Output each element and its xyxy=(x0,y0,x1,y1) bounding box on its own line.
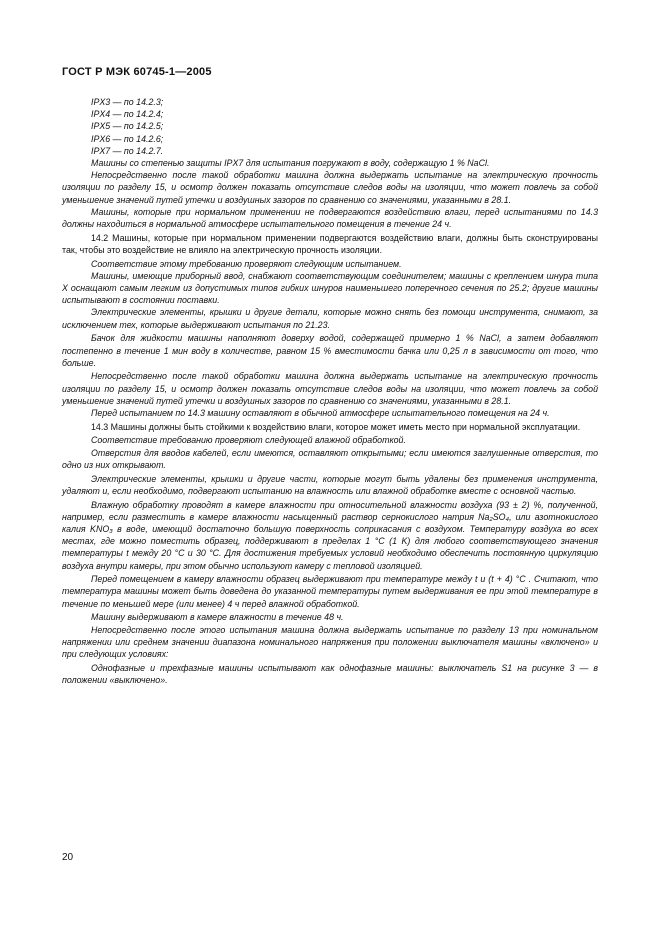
ipx-list xyxy=(62,96,598,157)
list-item: IPX4 — по 14.2.4; xyxy=(91,109,164,120)
paragraph: Электрические элементы, крышки и другие детали, которые можно снять без помощи инструмента, снимают, за исключением тех, которые выдерживают испытания по 21.23. xyxy=(62,307,598,330)
paragraph: Влажную обработку проводят в камере влажности при относительной влажности воздуха (93 ± 2) %, полученной, например, если разместить в камере влажности насыщенный раствор сернокислого натрия Na₂SO₄, или азотнокислого калия KNO₃ в воде, имеющий достаточно большую поверхность соприкасания с воздухом. Температуру воздуха во всех местах, где можно поместить образец, поддерживают в пределах 1 °C (1 K) для любого соответствующего значения температуры t между 20 °C и 30 °C. Для достижения требуемых условий необходимо обеспечить постоянную циркуляцию воздуха внутри камеры, при этом обычно используют камеру с тепловой изоляцией. xyxy=(62,499,598,571)
list-item: IPX7 — по 14.2.7. xyxy=(91,145,164,156)
paragraph: Бачок для жидкости машины наполняют доверху водой, содержащей примерно 1 % NaCl, а затем добавляют постепенно в течение 1 мин воду в количестве, равном 15 % вместимости бачка или 0,25 л в зависимости от того, что больше. xyxy=(62,333,598,368)
paragraph: Однофазные и трехфазные машины испытывают как однофазные машины: выключатель S1 на рисунке 3 — в положении «выключено». xyxy=(62,662,598,685)
section-14-2: 14.2 Машины, которые при нормальном применении подвергаются воздействию влаги, должны быть сконструированы так, чтобы это воздействие не влияло на электрическую прочность изоляции. xyxy=(62,232,598,255)
list-item: IPX3 — по 14.2.3; xyxy=(91,97,164,107)
paragraph: Непосредственно после такой обработки машина должна выдержать испытание на электрическую прочность изоляции по разделу 15, и осмотр должен показать отсутствие следов воды на изоляции, что может повлечь за собой уменьшение значений путей утечки и воздушных зазоров по сравнению со значениями, указанными в 28.1. xyxy=(62,170,598,205)
paragraph: Машину выдерживают в камере влажности в течение 48 ч. xyxy=(91,612,344,623)
document-header: ГОСТ Р МЭК 60745-1—2005 xyxy=(62,66,212,78)
section-14-3: 14.3 Машины должны быть стойкими к воздействию влаги, которое может иметь место при нормальной эксплуатации. xyxy=(91,421,581,432)
paragraph: Машины со степенью защиты IPX7 для испытания погружают в воду, содержащую 1 % NaCl. xyxy=(91,158,490,169)
list-item: IPX5 — по 14.2.5; xyxy=(91,121,164,132)
page-number: 20 xyxy=(62,852,74,863)
paragraph: Соответствие этому требованию проверяют следующим испытанием. xyxy=(91,258,402,269)
paragraph: Перед испытанием по 14.3 машину оставляют в обычной атмосфере испытательного помещения на 24 ч. xyxy=(91,408,550,419)
list-item: IPX6 — по 14.2.6; xyxy=(91,133,164,144)
document-body xyxy=(62,96,598,686)
paragraph: Перед помещением в камеру влажности образец выдерживают при температуре между t и (t + 4) °C . Считают, что температура машины может быть доведена до указанной температуры путем выдерживания ее при этой температуре в течение по меньшей мере (или менее) 4 ч перед влажной обработкой. xyxy=(62,574,598,609)
paragraph: Непосредственно после этого испытания машина должна выдержать испытание по разделу 13 при номинальном напряжении или среднем значении диапазона номинального напряжения при положении выключателя машины «включено» и при следующих условиях: xyxy=(62,624,598,659)
paragraph: Отверстия для вводов кабелей, если имеются, оставляют открытыми; если имеются заглушенные отверстия, то одно из них открывают. xyxy=(62,447,598,470)
paragraph: Непосредственно после такой обработки машина должна выдержать испытание на электрическую прочность изоляции по разделу 15, и осмотр должен показать отсутствие следов воды на изоляции, что может повлечь за собой уменьшение значений путей утечки и воздушных зазоров по сравнению со значениями, указанными в 28.1. xyxy=(62,371,598,406)
paragraph: Соответствие требованию проверяют следующей влажной обработкой. xyxy=(91,435,406,446)
paragraph: Электрические элементы, крышки и другие части, которые могут быть удалены без применения инструмента, удаляют и, если необходимо, подвергают испытанию на влажность или влажной обработке вместе с основной частью. xyxy=(62,473,598,496)
paragraph: Машины, которые при нормальном применении не подвергаются воздействию влаги, перед испытаниями по 14.3 должны находиться в нормальной атмосфере испытательного помещения в течение 24 ч. xyxy=(62,206,598,230)
paragraph: Машины, имеющие приборный ввод, снабжают соответствующим соединителем; машины с креплением шнура типа X оснащают самым легким из допустимых типов гибких шнуров наименьшего поперечного сечения по 25.2; другие машины испытывают в состоянии поставки. xyxy=(62,270,598,306)
